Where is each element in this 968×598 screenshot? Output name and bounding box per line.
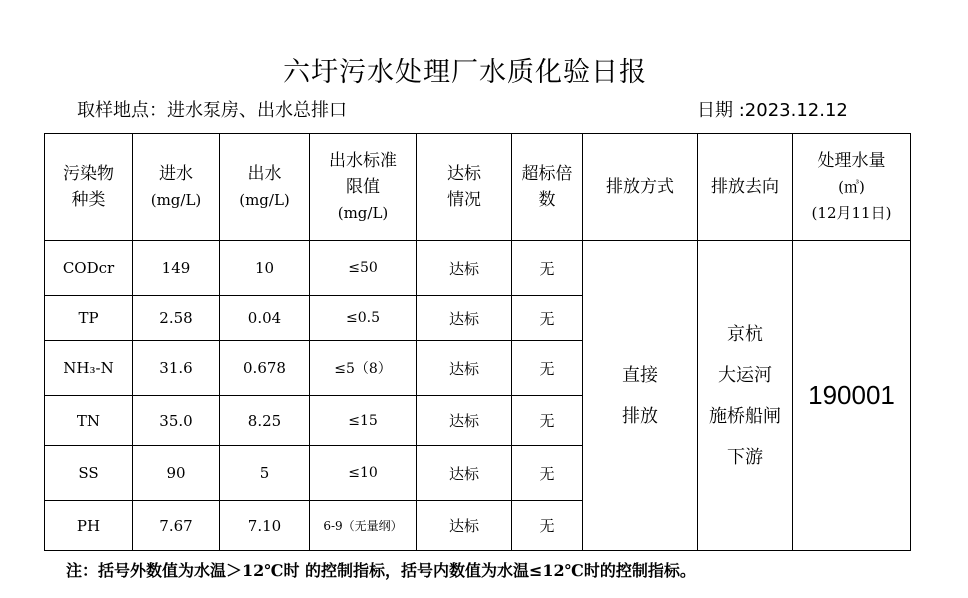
pollutant-cell: TN [45, 396, 133, 446]
discharge-method-cell: 直接 排放 [583, 241, 698, 551]
header-row [45, 134, 911, 241]
table-row [45, 241, 911, 296]
header-status: 达标 情况 [417, 134, 512, 241]
status-cell: 达标 [417, 341, 512, 396]
footnote: 注：括号外数值为水温＞12℃时 的控制指标，括号内数值为水温≤12℃时的控制指标。 [66, 561, 696, 580]
pollutant-cell: PH [45, 501, 133, 551]
inflow-cell: 31.6 [133, 341, 220, 396]
outflow-cell: 0.04 [220, 296, 310, 341]
limit-cell: ≤5（8） [310, 341, 417, 396]
treated-volume-cell: 190001 [793, 241, 911, 551]
exceed-cell: 无 [512, 296, 583, 341]
status-cell: 达标 [417, 446, 512, 501]
exceed-cell: 无 [512, 241, 583, 296]
pollutant-cell: NH₃-N [45, 341, 133, 396]
status-cell: 达标 [417, 501, 512, 551]
header-limit: 出水标准 限值 (mg/L) [310, 134, 417, 241]
pollutant-cell: SS [45, 446, 133, 501]
header-outflow: 出水 (mg/L) [220, 134, 310, 241]
header-discharge-destination: 排放去向 [698, 134, 793, 241]
pollutant-cell: CODcr [45, 241, 133, 296]
report-title: 六圩污水处理厂水质化验日报 [283, 57, 647, 88]
header-pollutant: 污染物 种类 [45, 134, 133, 241]
limit-cell: ≤50 [310, 241, 417, 296]
exceed-cell: 无 [512, 396, 583, 446]
status-cell: 达标 [417, 396, 512, 446]
report-date: 日期 :2023.12.12 [697, 100, 848, 121]
outflow-cell: 8.25 [220, 396, 310, 446]
inflow-cell: 7.67 [133, 501, 220, 551]
header-treated-volume: 处理水量 (㎥) (12月11日) [793, 134, 911, 241]
inflow-cell: 35.0 [133, 396, 220, 446]
exceed-cell: 无 [512, 501, 583, 551]
limit-cell: ≤15 [310, 396, 417, 446]
outflow-cell: 10 [220, 241, 310, 296]
header-inflow: 进水 (mg/L) [133, 134, 220, 241]
inflow-cell: 149 [133, 241, 220, 296]
sampling-location: 取样地点：进水泵房、出水总排口 [77, 100, 347, 121]
exceed-cell: 无 [512, 446, 583, 501]
exceed-cell: 无 [512, 341, 583, 396]
status-cell: 达标 [417, 296, 512, 341]
inflow-cell: 2.58 [133, 296, 220, 341]
header-exceed: 超标倍 数 [512, 134, 583, 241]
limit-cell: ≤0.5 [310, 296, 417, 341]
limit-cell: ≤10 [310, 446, 417, 501]
outflow-cell: 5 [220, 446, 310, 501]
outflow-cell: 0.678 [220, 341, 310, 396]
limit-cell: 6-9（无量纲） [310, 501, 417, 551]
water-quality-table [44, 133, 911, 551]
discharge-destination-cell: 京杭 大运河 施桥船闸 下游 [698, 241, 793, 551]
inflow-cell: 90 [133, 446, 220, 501]
pollutant-cell: TP [45, 296, 133, 341]
header-discharge-method: 排放方式 [583, 134, 698, 241]
status-cell: 达标 [417, 241, 512, 296]
outflow-cell: 7.10 [220, 501, 310, 551]
